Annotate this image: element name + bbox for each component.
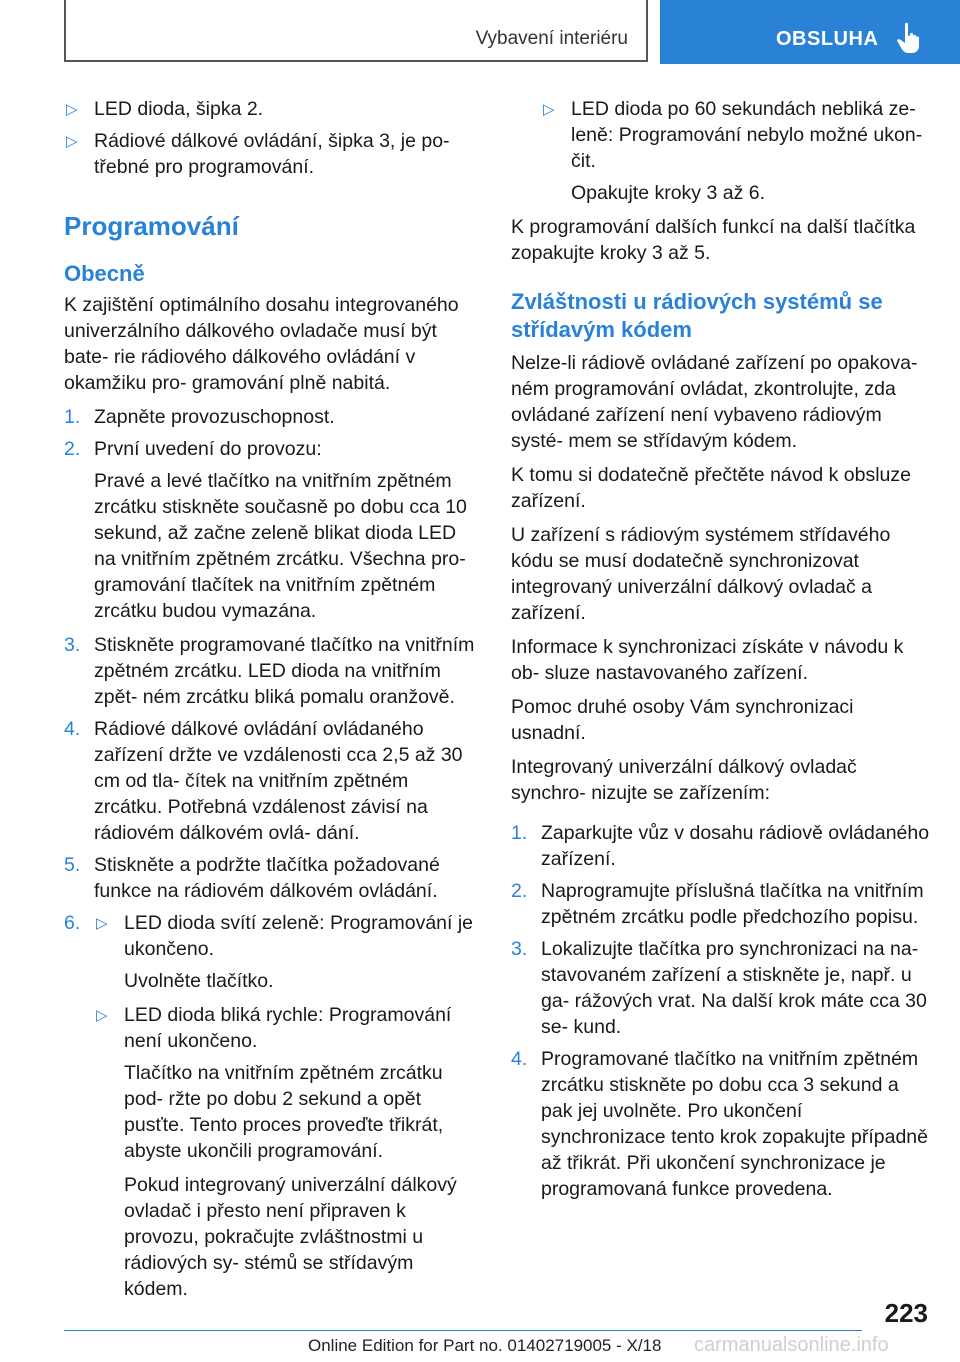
step-number: 1. <box>64 406 81 428</box>
pointing-hand-icon <box>896 22 922 54</box>
paragraph: Pokud integrovaný univerzální dálkový ovladač i přesto není připraven k provozu, pokračujte zvláštnostmi u rádiových sy‐ stémů se střídavým kódem. <box>124 1174 457 1300</box>
left-column <box>64 96 480 1310</box>
subsection-heading: Obecně <box>64 261 145 286</box>
paragraph: K programování dalších funkcí na další tlačítka zopakujte kroky 3 až 5. <box>511 216 916 264</box>
step-number: 3. <box>511 938 528 960</box>
step-item <box>64 632 480 710</box>
step-item <box>511 878 931 930</box>
step-item <box>511 936 931 1040</box>
step-paragraph: Pravé a levé tlačítko na vnitřním zpětném zrcátku stiskněte současně po dobu cca 10 sekund, až začne zeleně blikat dioda LED na vnitřním zpětném zrcátku. Všechna pro‐ gramování tlačítek na vnitřním zpětném zrcátku budou vymazána. <box>94 470 467 622</box>
paragraph: Opakujte kroky 3 až 6. <box>571 182 766 204</box>
step-number: 2. <box>64 438 81 460</box>
paragraph: U zařízení s rádiovým systémem střídavého kódu se musí dodatečně synchronizovat integrovaný univerzální dálkový ovladač a zařízení. <box>511 524 891 624</box>
section-frame <box>64 0 648 62</box>
step-text: Stiskněte programované tlačítko na vnitřním zpětném zrcátku. LED dioda na vnitřním zpět‐ ném zrcátku bliká pomalu oranžově. <box>94 634 475 708</box>
triangle-bullet-icon: ▷ <box>543 101 555 118</box>
step-item <box>64 852 480 904</box>
sub-item-text: LED dioda svítí zeleně: Programování je ukončeno. <box>124 912 474 960</box>
sub-item-text: LED dioda bliká rychle: Programování není ukončeno. <box>124 1004 452 1052</box>
step-text: Zaparkujte vůz v dosahu rádiově ovládaného zařízení. <box>541 822 930 870</box>
chapter-tab-label: OBSLUHA <box>776 28 879 50</box>
section-title: Vybavení interiéru <box>475 28 628 49</box>
section-heading: Programování <box>64 211 239 241</box>
step-text: Stiskněte a podržte tlačítka požadované funkce na rádiovém dálkovém ovládání. <box>94 854 440 902</box>
sub-item-text: LED dioda po 60 sekundách nebliká ze‐ leně: Programování nebylo možné ukon‐ čit. <box>571 98 923 172</box>
paragraph: Pomoc druhé osoby Vám synchronizaci usnadní. <box>511 696 854 744</box>
step-number: 4. <box>511 1048 528 1070</box>
step-text: Lokalizujte tlačítka pro synchronizaci na na‐ stavovaném zařízení a stiskněte je, např. u ga‐ rážových vrat. Na další krok máte cca 30 se‐ kund. <box>541 938 927 1038</box>
right-column <box>511 96 931 1208</box>
triangle-bullet-icon: ▷ <box>96 915 108 932</box>
watermark: carmanualsonline.info <box>694 1334 889 1356</box>
step-item <box>64 910 480 962</box>
paragraph: K zajištění optimálního dosahu integrovaného univerzálního dálkového ovladače musí být bate‐ rie rádiového dálkového ovládání v okamžiku pro‐ gramování plně nabitá. <box>64 294 459 394</box>
footer-divider <box>64 1330 862 1331</box>
triangle-bullet-icon: ▷ <box>66 133 78 150</box>
paragraph: Informace k synchronizaci získáte v návodu k ob‐ sluze nastavovaného zařízení. <box>511 636 904 684</box>
list-item-text: Rádiové dálkové ovládání, šipka 3, je po‐ třebné pro programování. <box>94 130 450 178</box>
step-number: 6. <box>64 912 81 934</box>
step-text: Naprogramujte příslušná tlačítka na vnitřním zpětném zrcátku podle předchozího popisu. <box>541 880 924 928</box>
paragraph: Nelze-li rádiově ovládané zařízení po opakova‐ ném programování ovládat, zkontrolujte, zda ovládané zařízení není vybaveno rádiovým systé‐ mem se střídavým kódem. <box>511 352 918 452</box>
step-item <box>64 716 480 846</box>
step-number: 2. <box>511 880 528 902</box>
list-item <box>64 128 480 180</box>
step-text: První uvedení do provozu: <box>94 438 322 460</box>
list-item-text: LED dioda, šipka 2. <box>94 98 264 120</box>
sub-item <box>64 910 480 962</box>
step-number: 1. <box>511 822 528 844</box>
step-text: Zapněte provozuschopnost. <box>94 406 335 428</box>
section-heading: Zvláštnosti u rádiových systémů se střídavým kódem <box>511 289 883 342</box>
step-number: 4. <box>64 718 81 740</box>
step-number: 3. <box>64 634 81 656</box>
step-number: 5. <box>64 854 81 876</box>
sub-item <box>511 96 931 174</box>
paragraph: Tlačítko na vnitřním zpětném zrcátku pod‐ ržte po dobu 2 sekund a opět pusťte. Tento proces proveďte třikrát, abyste ukončili programování. <box>124 1062 444 1162</box>
list-item <box>64 96 480 122</box>
chapter-tab <box>660 0 960 64</box>
step-text: Programované tlačítko na vnitřním zpětném zrcátku stiskněte po dobu cca 3 sekund a pak jej uvolněte. Pro ukončení synchronizace tento krok zopakujte případně až třikrát. Při ukončení synchronizace je programovaná funkce provedena. <box>541 1048 928 1200</box>
triangle-bullet-icon: ▷ <box>96 1007 108 1024</box>
triangle-bullet-icon: ▷ <box>66 101 78 118</box>
step-item <box>511 820 931 872</box>
page-header <box>0 0 960 66</box>
sub-item <box>64 1002 480 1054</box>
paragraph: Uvolněte tlačítko. <box>124 970 274 992</box>
step-item <box>64 404 480 430</box>
footer-edition: Online Edition for Part no. 01402719005 - X/18 <box>308 1336 662 1355</box>
paragraph: Integrovaný univerzální dálkový ovladač synchro‐ nizujte se zařízením: <box>511 756 857 804</box>
step-item <box>64 436 480 462</box>
page-number: 223 <box>884 1298 928 1328</box>
step-text: Rádiové dálkové ovládání ovládaného zařízení držte ve vzdálenosti cca 2,5 až 30 cm od tla‐ čítek na vnitřním zpětném zrcátku. Potřebná vzdálenost závisí na rádiovém dálkovém ovlá‐ dání. <box>94 718 463 844</box>
step-item <box>511 1046 931 1202</box>
paragraph: K tomu si dodatečně přečtěte návod k obsluze zařízení. <box>511 464 911 512</box>
